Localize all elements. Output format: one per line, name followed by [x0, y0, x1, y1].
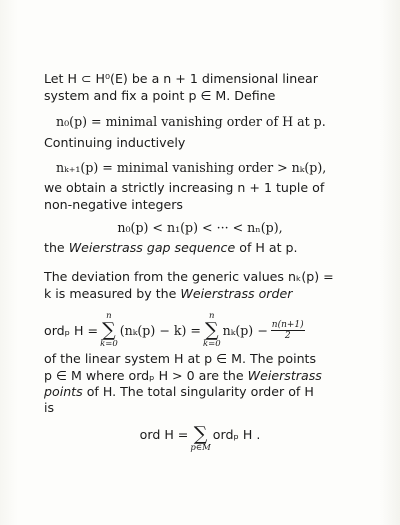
continuing-text: Continuing inductively: [44, 135, 186, 150]
ord-p-term-1: (nₖ(p) − k) =: [119, 322, 201, 338]
paragraph-4-line-3: [44, 384, 314, 399]
paragraph-1-line-1: Let H ⊂ H⁰(E) be a n + 1 dimensional linear: [44, 71, 318, 86]
equation-n0: n₀(p) = minimal vanishing order of H at p.: [56, 114, 326, 129]
fraction-numerator: n(n+1): [271, 319, 304, 330]
equation-total-order: [0, 417, 400, 451]
ord-p-lhs: ordₚ H =: [44, 322, 99, 338]
equation-ord-p: [44, 310, 305, 350]
equation-chain: n₀(p) < n₁(p) < ··· < nₙ(p),: [117, 220, 283, 235]
paragraph-4-line-2-prefix: p ∈ M where ordₚ H > 0 are the: [44, 368, 244, 383]
fraction-denominator: 2: [284, 330, 291, 341]
sigma-icon: ∑: [204, 318, 219, 341]
sum-1-bottom: k=0: [100, 338, 118, 349]
gap-sequence-term: Weierstrass gap sequence: [68, 240, 236, 255]
paragraph-4-line-4: is: [44, 400, 55, 415]
points-term: points: [44, 384, 83, 399]
paragraph-2-line-2: non-negative integers: [44, 197, 183, 212]
paragraph-1-line-2: system and fix a point p ∈ M. Define: [44, 88, 276, 103]
fraction: [271, 320, 305, 341]
sigma-icon: ∑: [102, 318, 116, 341]
sum-symbol-1: [100, 312, 118, 349]
ord-p-term-2: nₖ(p) −: [222, 322, 268, 338]
weierstrass-order-term: Weierstrass order: [180, 286, 293, 301]
equation-nk1: nₖ₊₁(p) = minimal vanishing order > nₖ(p),: [56, 160, 327, 175]
sum-1-top: n: [106, 310, 112, 321]
sum-symbol-3: [190, 425, 210, 453]
paragraph-3-line-2-prefix: k is measured by the: [44, 286, 177, 301]
gap-sequence-prefix: the: [44, 240, 65, 255]
gap-sequence-line: [44, 240, 298, 255]
sum-symbol-2: [203, 312, 221, 349]
sum-3-bottom: p∈M: [190, 443, 211, 453]
paragraph-4-line-1: of the linear system H at p ∈ M. The points: [44, 351, 317, 366]
paragraph-2-line-1: we obtain a strictly increasing n + 1 tuple of: [44, 180, 325, 195]
sum-2-bottom: k=0: [202, 338, 221, 349]
paragraph-4-line-2: [44, 368, 322, 383]
paragraph-3-line-1: The deviation from the generic values nₖ(p) =: [44, 269, 334, 284]
sum-2-top: n: [209, 310, 215, 321]
sigma-icon: ∑: [193, 423, 208, 445]
paragraph-4-line-3-suffix: of H. The total singularity order of H: [86, 384, 314, 399]
total-order-rhs: ordₚ H .: [212, 426, 261, 442]
total-order-lhs: ord H =: [139, 426, 189, 442]
gap-sequence-suffix: of H at p.: [239, 240, 298, 255]
weierstrass-term: Weierstrass: [247, 368, 322, 383]
paragraph-3-line-2: [44, 286, 292, 301]
